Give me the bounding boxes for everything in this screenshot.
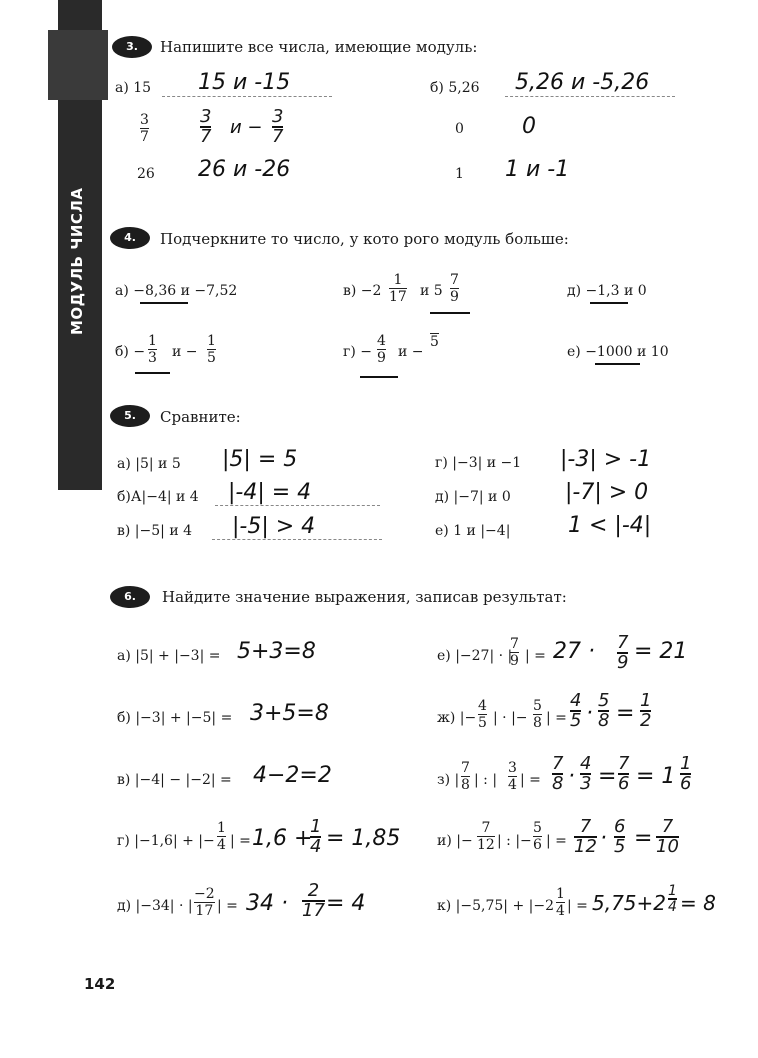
ex6-a-answer: 5+3=8 (237, 639, 316, 664)
ex5-a: а) |5| и 5 (117, 456, 181, 472)
ex4-a: а) −8,36 и −7,52 (115, 283, 238, 299)
ex6-z-ans3: 7 6 (618, 753, 630, 794)
page-number: 142 (84, 975, 116, 993)
ex6-g-answer-post: = 1,85 (326, 826, 401, 851)
ex4-v-frac2: 7 9 (450, 272, 459, 305)
ex3-fraction-answer-1: 3 7 (200, 106, 212, 147)
ex6-zh-pre: ж) |− (437, 710, 477, 726)
ex6-d-frac: −2 17 (194, 886, 215, 919)
ex6-e-answer-post: = 21 (634, 639, 688, 664)
ex6-k-pre: к) |−5,75| + |−2 (437, 898, 554, 914)
ex6-z-frac1: 7 8 (461, 760, 470, 793)
ex6-k-post: | = (567, 898, 588, 914)
ex6-z-ans1: 7 8 (552, 753, 564, 794)
ex6-v: в) |−4| − |−2| = (117, 772, 232, 788)
ex6-z-mid: | : | (474, 772, 498, 788)
ex4-g-mid: и − (398, 344, 424, 360)
ex3-one: 1 (455, 166, 464, 182)
ex6-zh-ans2: 5 8 (598, 690, 610, 731)
ex5-b: б)А|−4| и 4 (117, 489, 199, 505)
ex6-zh-ans3: 1 2 (640, 690, 652, 731)
ex6-i-pre: и) |− (437, 833, 473, 849)
ex6-z-ans4-whole: = 1 (636, 764, 676, 789)
ex3-fraction-answer-mid: и − (230, 117, 263, 138)
ex6-b: б) |−3| + |−5| = (117, 710, 233, 726)
ex6-g-answer: 1,6 + (252, 826, 313, 851)
ex6-e-pre: е) |−27| · | (437, 648, 513, 664)
ex6-a: а) |5| + |−3| = (117, 648, 221, 664)
ex5-d: д) |−7| и 0 (435, 489, 511, 505)
ex5-e: е) 1 и |−4| (435, 523, 511, 539)
ex6-i-post: | = (546, 833, 567, 849)
ex6-z-pre: з) | (437, 772, 460, 788)
ex6-i-frac2: 5 6 (533, 820, 542, 853)
underline (590, 302, 628, 304)
ex6-d-post: | = (217, 898, 238, 914)
ex5-v-answer: |-5| > 4 (232, 514, 316, 539)
exercise-3-badge: 3. (112, 36, 152, 58)
exercise-5-title: Сравните: (160, 408, 241, 426)
ex4-g-frac2: 5 (430, 334, 439, 350)
ex6-z-eq: = (598, 764, 617, 789)
ex6-zh-post: | = (546, 710, 567, 726)
ex3-b-answer: 5,26 и -5,26 (515, 70, 650, 95)
ex3-fraction: 3 7 (140, 112, 149, 145)
ex6-i-mid: | : |− (497, 833, 532, 849)
ex6-d-answer: 34 · (246, 891, 288, 916)
ex6-g-frac: 1 4 (217, 820, 226, 853)
ex3-zero: 0 (455, 121, 464, 137)
ex6-zh-frac1: 4 5 (478, 698, 487, 731)
ex6-k-answer-post: = 8 (680, 891, 716, 915)
ex6-zh-frac2: 5 8 (533, 698, 542, 731)
ex4-b-pre: б) − (115, 344, 146, 360)
underline (135, 372, 170, 374)
ex6-d-pre: д) |−34| · | (117, 898, 193, 914)
underline (595, 363, 640, 365)
exercise-6-badge: 6. (110, 586, 150, 608)
ex6-d-ans-frac: 2 17 (302, 880, 325, 921)
ex4-g-pre: г) − (343, 344, 372, 360)
ex3-a-label: а) 15 (115, 80, 152, 96)
ex6-g-post: | = (230, 833, 251, 849)
answer-line (505, 96, 675, 97)
ex6-zh-dot: · (586, 701, 593, 726)
ex6-zh-mid: | · |− (493, 710, 528, 726)
answer-line (212, 539, 382, 540)
exercise-3-title: Напишите все числа, имеющие модуль: (160, 38, 478, 56)
ex4-v-mid: и 5 (420, 283, 443, 299)
ex6-i-ans2: 6 5 (614, 816, 626, 857)
ex6-i-ans3: 7 10 (656, 816, 679, 857)
ex4-g-frac1: 4 9 (377, 333, 386, 366)
ex5-d-answer: |-7| > 0 (565, 480, 649, 505)
ex4-b-frac2: 1 5 (207, 333, 216, 366)
ex6-zh-eq: = (616, 701, 635, 726)
ex6-zh-ans1: 4 5 (570, 690, 582, 731)
ex5-v: в) |−5| и 4 (117, 523, 193, 539)
ex6-g-pre: г) |−1,6| + |− (117, 833, 215, 849)
ex6-v-answer: 4−2=2 (253, 763, 332, 788)
ex4-b-mid: и − (172, 344, 198, 360)
ex3-one-answer: 1 и -1 (505, 157, 570, 182)
ex6-z-dot: · (568, 764, 575, 789)
underline (360, 376, 398, 378)
underline (140, 302, 188, 304)
ex4-v-frac1: 1 17 (389, 272, 407, 305)
ex3-a-answer: 15 и -15 (198, 70, 291, 95)
ex3-b-label: б) 5,26 (430, 80, 480, 96)
ex5-g-answer: |-3| > -1 (560, 447, 652, 472)
underline (430, 312, 470, 314)
ex3-26: 26 (137, 166, 155, 182)
ex6-k-answer: 5,75+2 (592, 891, 667, 915)
ex6-g-ans-frac: 1 4 (310, 816, 322, 857)
ex4-d: д) −1,3 и 0 (567, 283, 647, 299)
ex6-k-ans-frac: 1 4 (668, 883, 677, 915)
ex6-e-frac: 7 9 (510, 636, 519, 669)
ex6-i-dot: · (600, 826, 607, 851)
ex6-z-ans2: 4 3 (580, 753, 592, 794)
side-label: МОДУЛЬ ЧИСЛА (68, 187, 86, 335)
answer-line (162, 96, 332, 97)
exercise-4-title: Подчеркните то число, у кото рого модуль больше: (160, 230, 569, 248)
ex6-e-answer-frac: 7 9 (617, 632, 629, 673)
ex3-26-answer: 26 и -26 (198, 157, 291, 182)
ex3-fraction-answer-2: 3 7 (272, 106, 284, 147)
ex5-g: г) |−3| и −1 (435, 455, 522, 471)
answer-line (215, 505, 380, 506)
ex6-i-ans1: 7 12 (574, 816, 597, 857)
ex6-d-answer-post: = 4 (326, 891, 366, 916)
ex6-e-answer: 27 · (553, 639, 595, 664)
ex5-e-answer: 1 < |-4| (568, 513, 652, 538)
ex4-b-frac1: 1 3 (148, 333, 157, 366)
ex4-e: е) −1000 и 10 (567, 344, 669, 360)
exercise-6-title: Найдите значение выражения, записав результат: (162, 588, 567, 606)
ex6-z-ans4: 1 6 (680, 753, 692, 794)
ex6-e-post: | = (525, 648, 546, 664)
ex6-k-frac: 1 4 (556, 886, 565, 919)
ex5-b-answer: |-4| = 4 (228, 480, 312, 505)
ex6-b-answer: 3+5=8 (250, 701, 329, 726)
ex5-a-answer: |5| = 5 (222, 447, 298, 472)
ex6-z-post: | = (520, 772, 541, 788)
ex4-v-pre: в) −2 (343, 283, 382, 299)
side-decoration (48, 30, 108, 100)
ex6-z-frac2: 3 4 (508, 760, 517, 793)
ex3-zero-answer: 0 (522, 114, 536, 139)
ex6-i-eq: = (634, 826, 653, 851)
exercise-4-badge: 4. (110, 227, 150, 249)
exercise-5-badge: 5. (110, 405, 150, 427)
ex6-i-frac1: 7 12 (477, 820, 495, 853)
